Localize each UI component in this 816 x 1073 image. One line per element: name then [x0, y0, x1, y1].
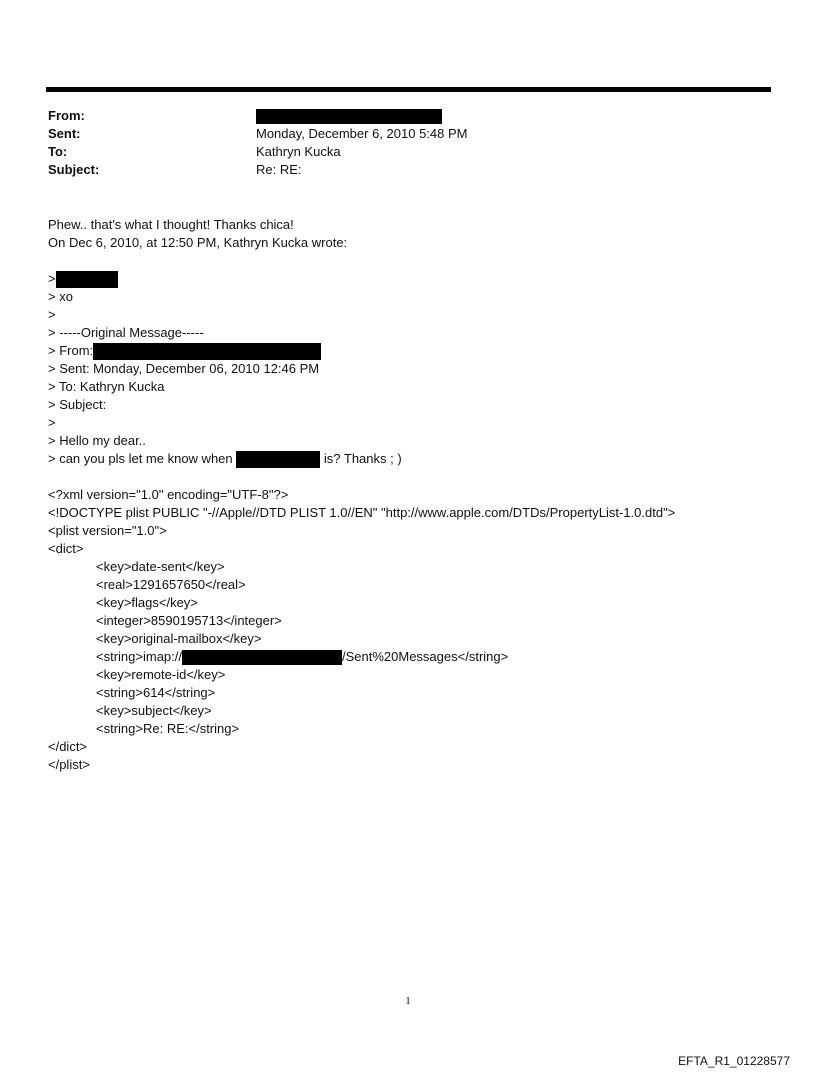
quoted-sent: > Sent: Monday, December 06, 2010 12:46 PM [48, 361, 320, 376]
document-id: EFTA_R1_01228577 [678, 1054, 790, 1068]
imap-start: <string>imap:// [96, 649, 182, 664]
quoted-blank: > [48, 415, 56, 430]
quoted-ask-start: > can you pls let me know when [48, 451, 233, 466]
key-remote-id: <key>remote-id</key> [96, 667, 226, 682]
plist-close: </plist> [48, 757, 90, 772]
plist-open: <plist version="1.0"> [48, 523, 167, 538]
sent-label: Sent: [48, 126, 81, 141]
key-date-sent: <key>date-sent</key> [96, 559, 225, 574]
value-subject: <string>Re: RE:</string> [96, 721, 240, 736]
quoted-from-label: > From: [48, 343, 94, 358]
quoted-hello: > Hello my dear.. [48, 433, 146, 448]
to-label: To: [48, 144, 68, 159]
redaction-block [93, 343, 321, 360]
from-label: From: [48, 108, 85, 123]
quoted-xo: > xo [48, 289, 73, 304]
redaction-block [56, 271, 118, 288]
dict-open: <dict> [48, 541, 84, 556]
plist-xml-declaration: <?xml version="1.0" encoding="UTF-8"?> [48, 487, 289, 502]
quote-intro: On Dec 6, 2010, at 12:50 PM, Kathryn Kucka wrote: [48, 235, 348, 250]
value-real: <real>1291657650</real> [96, 577, 246, 592]
subject-value: Re: RE: [256, 162, 302, 177]
redaction-block [182, 650, 342, 665]
value-imap [48, 648, 675, 666]
quoted-ask [48, 450, 675, 468]
key-flags: <key>flags</key> [96, 595, 198, 610]
quoted-blank: > [48, 307, 56, 322]
quoted-ask-end: is? Thanks ; ) [323, 451, 402, 466]
value-remote-id: <string>614</string> [96, 685, 216, 700]
plist-doctype: <!DOCTYPE plist PUBLIC "-//Apple//DTD PLIST 1.0//EN" "http://www.apple.com/DTDs/PropertyList-1.0.dtd"> [48, 505, 676, 520]
sent-value: Monday, December 6, 2010 5:48 PM [256, 126, 468, 141]
key-subject: <key>subject</key> [96, 703, 212, 718]
header-rule [46, 87, 771, 92]
key-original-mailbox: <key>original-mailbox</key> [96, 631, 262, 646]
dict-close: </dict> [48, 739, 88, 754]
redaction-block [236, 451, 320, 468]
imap-end: /Sent%20Messages</string> [342, 649, 509, 664]
quoted-from [48, 342, 675, 360]
quoted-subject: > Subject: [48, 397, 107, 412]
quoted-to: > To: Kathryn Kucka [48, 379, 165, 394]
subject-label: Subject: [48, 162, 100, 177]
quote-marker: > [48, 271, 56, 286]
email-body [48, 216, 675, 774]
from-value-redacted [256, 107, 442, 125]
page-number: 1 [405, 995, 411, 1007]
quoted-redacted-line [48, 270, 675, 288]
reply-line: Phew.. that's what I thought! Thanks chica! [48, 217, 294, 232]
redaction-block [256, 109, 442, 124]
quoted-original-message: > -----Original Message----- [48, 325, 204, 340]
value-integer: <integer>8590195713</integer> [96, 613, 282, 628]
to-value: Kathryn Kucka [256, 144, 341, 159]
